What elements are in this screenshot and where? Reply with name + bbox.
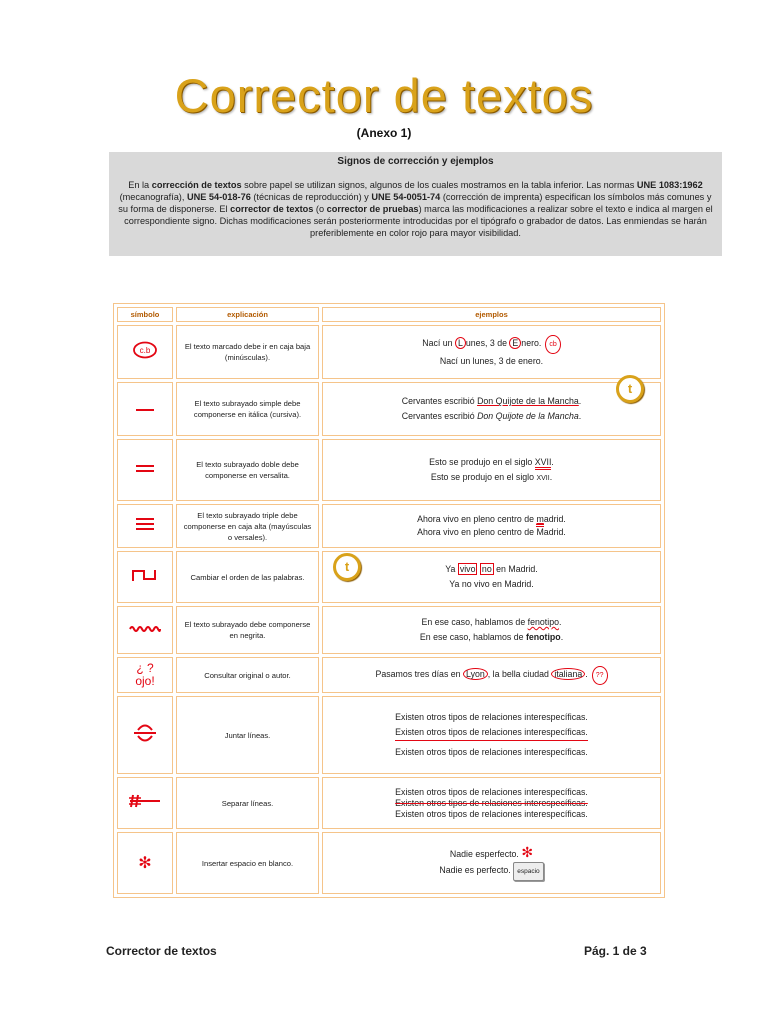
example-text: .	[551, 456, 554, 467]
margin-mark: cb	[545, 335, 560, 354]
example-marked-text: Don Quijote de la Mancha	[477, 396, 579, 406]
example-text: Nací un	[422, 338, 455, 348]
example-line	[323, 409, 660, 424]
example-text: .	[578, 396, 582, 406]
intro-bold: UNE 54-0051-74	[371, 192, 441, 202]
intro-heading: Signos de corrección y ejemplos	[337, 156, 494, 167]
table-row	[117, 325, 661, 379]
explanation-text: Juntar líneas.	[176, 696, 319, 774]
intro-text: ) marca las modificaciones a realizar sobre el texto e indica al margen el correspondiente signo. Dichas modificaciones serán posteriormente introducidas por el tipógrafo o grabador de datos. Las enmiendas se harán preferiblemente en color rojo para mayor visibilidad.	[124, 204, 713, 238]
example-cell	[322, 657, 661, 693]
smallcaps-symbol	[117, 439, 173, 501]
example-result-text: fenotipo	[525, 632, 561, 642]
example-line	[323, 455, 660, 470]
symbol-text: c.b	[139, 345, 151, 355]
example-text: en Madrid.	[493, 564, 538, 574]
intro-text: (o	[313, 204, 327, 214]
annex-label: (Anexo 1)	[356, 126, 412, 140]
intro-text: (mecanografía),	[119, 192, 187, 202]
example-text: Pasamos tres días en	[375, 668, 464, 679]
table-row	[117, 551, 661, 603]
table-row	[117, 777, 661, 829]
example-line	[323, 513, 660, 526]
espacio-button[interactable]: espacio	[513, 862, 543, 881]
example-text: Ahora vivo en pleno centro de	[417, 514, 537, 524]
triple-underline-icon	[135, 517, 155, 531]
explanation-text: El texto subrayado debe componerse en negrita.	[176, 606, 319, 654]
explanation-text: El texto subrayado doble debe componerse en versalita.	[176, 439, 319, 501]
example-marked-text: m	[536, 514, 543, 527]
example-cell	[322, 325, 661, 379]
italic-symbol	[117, 382, 173, 436]
consult-symbol-line: ¿ ?	[136, 661, 154, 675]
example-marked-text: L	[455, 337, 466, 349]
header-explicacion: explicación	[176, 307, 319, 322]
explanation-text: El texto subrayado simple debe componerse en itálica (cursiva).	[176, 382, 319, 436]
intro-text: (técnicas de reproducción) y	[250, 192, 372, 202]
single-underline-icon	[135, 407, 155, 413]
example-text: .	[585, 668, 588, 679]
margin-mark: ??	[592, 666, 608, 685]
example-text: nero.	[521, 338, 542, 348]
explanation-text: Insertar espacio en blanco.	[176, 832, 319, 894]
example-marked-text: no	[481, 564, 492, 574]
example-cell	[322, 504, 661, 548]
transpose-icon	[132, 568, 158, 582]
explanation-text: Consultar original o autor.	[176, 657, 319, 693]
table-row	[117, 657, 661, 693]
example-line: Ya no vivo en Madrid.	[449, 579, 534, 589]
example-marked-text: E	[509, 337, 521, 349]
explanation-text: Separar líneas.	[176, 777, 319, 829]
intro-bold: corrección de textos	[151, 180, 242, 190]
example-line	[323, 562, 660, 577]
table-header-row	[117, 307, 661, 322]
page-title: Corrector de textos	[174, 69, 594, 122]
example-text: .	[560, 632, 564, 642]
explanation-text: El texto subrayado triple debe componerse en caja alta (mayúsculas o versales).	[176, 504, 319, 548]
transpose-symbol	[117, 551, 173, 603]
example-line: Existen otros tipos de relaciones interespecíficas.	[395, 797, 588, 808]
example-line	[323, 394, 660, 409]
example-line: Ahora vivo en pleno centro de Madrid.	[417, 527, 566, 537]
wavy-underline-icon	[129, 624, 161, 634]
intro-paragraph	[115, 179, 716, 239]
example-text: Nadie es perfecto.	[439, 865, 511, 875]
example-marked-text: vivo	[459, 564, 476, 574]
intro-bold: UNE 54-018-76	[186, 192, 251, 202]
example-cell	[322, 382, 661, 436]
join-lines-icon	[132, 721, 158, 745]
example-line: Existen otros tipos de relaciones interespecíficas.	[395, 808, 588, 819]
example-text: En ese caso, hablamos de	[419, 632, 526, 642]
intro-bold: corrector de pruebas	[326, 204, 419, 214]
uppercase-symbol	[117, 504, 173, 548]
example-text: unes, 3 de	[465, 338, 510, 348]
footer-page-number: Pág. 1 de 3	[584, 944, 647, 958]
intro-text: (corrección de imprenta) especifican los símbolos más comunes y su forma de disponerse. El	[118, 192, 712, 214]
header-simbolo: símbolo	[117, 307, 173, 322]
corrector-t-icon: t	[333, 553, 361, 581]
table-row	[117, 504, 661, 548]
split-lines-icon	[128, 793, 162, 809]
example-text: Ya	[445, 564, 458, 574]
intro-bold: UNE 1083:1962	[636, 180, 703, 190]
example-text: Cervantes escribió	[401, 396, 478, 406]
example-text: Esto se produjo en el siglo	[430, 471, 537, 482]
corrector-t-icon: t	[616, 375, 644, 403]
consult-symbol-line: ojo!	[135, 674, 155, 688]
example-line: Existen otros tipos de relaciones interespecíficas.	[395, 712, 588, 722]
example-line: Existen otros tipos de relaciones interespecíficas.	[395, 725, 588, 741]
example-cell	[322, 439, 661, 501]
consult-symbol	[117, 657, 173, 693]
example-cell	[322, 832, 661, 894]
example-text: , la bella ciudad	[487, 668, 552, 679]
example-line: Nací un lunes, 3 de enero.	[439, 356, 544, 366]
example-marked-text: Lyon	[463, 668, 488, 680]
example-line: Existen otros tipos de relaciones interespecíficas.	[395, 747, 588, 757]
example-cell	[322, 696, 661, 774]
intro-bold: corrector de textos	[230, 204, 314, 214]
footer-title: Corrector de textos	[106, 944, 217, 958]
table-row	[117, 832, 661, 894]
example-line	[323, 845, 660, 862]
example-text: Cervantes escribió	[401, 411, 478, 421]
join-lines-symbol	[117, 696, 173, 774]
intro-text: sobre papel se utilizan signos, algunos de los cuales mostramos en la tabla inferior. Las normas	[241, 180, 637, 190]
example-line: Existen otros tipos de relaciones interespecíficas.	[395, 786, 588, 797]
example-text: .	[549, 471, 553, 482]
example-line	[323, 470, 660, 486]
example-text: En ese caso, hablamos de	[421, 617, 528, 627]
lowercase-symbol-icon	[132, 341, 158, 359]
example-result-text: Don Quijote de la Mancha	[477, 411, 579, 421]
table-row	[117, 606, 661, 654]
example-text: adrid.	[543, 514, 566, 524]
example-text: Nadie esperfecto.	[449, 849, 519, 859]
example-cell	[322, 777, 661, 829]
example-line	[323, 862, 660, 881]
insert-space-symbol: ✻	[117, 832, 173, 894]
example-line	[323, 615, 660, 630]
example-text: .	[578, 411, 582, 421]
insert-space-mark: ✻	[521, 844, 534, 860]
bold-symbol	[117, 606, 173, 654]
intro-text: En la	[128, 180, 152, 190]
example-result-text: XVII	[536, 474, 550, 482]
example-cell	[322, 606, 661, 654]
example-cell	[322, 551, 661, 603]
table-row	[117, 439, 661, 501]
correction-signs-table	[113, 303, 665, 898]
example-text: .	[558, 617, 562, 627]
example-line	[323, 335, 660, 354]
lowercase-symbol	[117, 325, 173, 379]
split-lines-symbol	[117, 777, 173, 829]
table-row	[117, 696, 661, 774]
example-marked-text: XVII	[535, 457, 552, 470]
table-row	[117, 382, 661, 436]
explanation-text: El texto marcado debe ir en caja baja (minúsculas).	[176, 325, 319, 379]
example-line	[323, 630, 660, 645]
double-underline-icon	[135, 464, 155, 474]
example-marked-text: fenotipo	[527, 617, 559, 627]
example-line	[323, 666, 660, 685]
header-ejemplos: ejemplos	[322, 307, 661, 322]
example-marked-text: italiana	[551, 668, 585, 680]
intro-box	[109, 152, 722, 256]
example-text: Esto se produjo en el siglo	[429, 456, 535, 467]
explanation-text: Cambiar el orden de las palabras.	[176, 551, 319, 603]
